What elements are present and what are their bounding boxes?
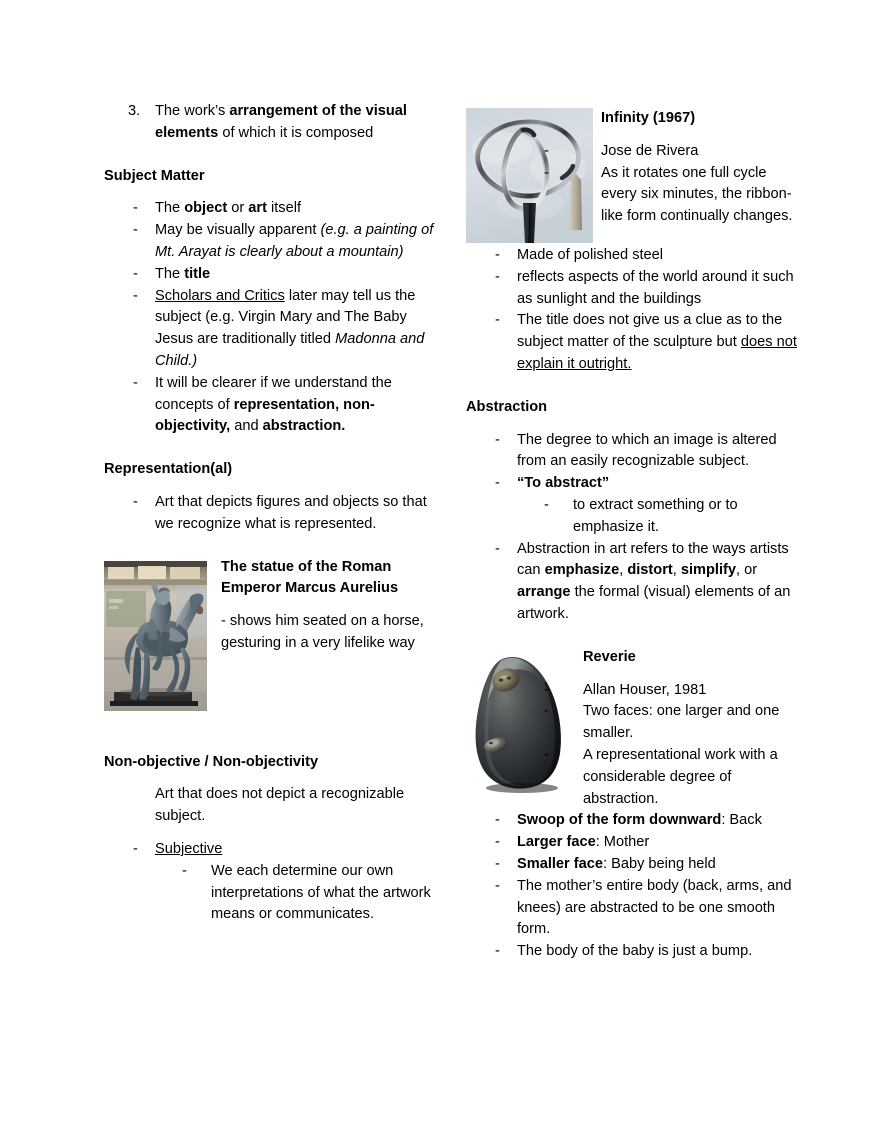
left-column — [104, 101, 444, 926]
list-item-text: Scholars and Critics later may tell us the subject (e.g. Virgin Mary and The Baby Jesus are traditionally titled Madonna and Child.) — [155, 287, 425, 369]
figure-marcus-aurelius — [104, 557, 444, 711]
figure-caption-title: The statue of the Roman Emperor Marcus Aurelius — [221, 558, 399, 597]
list-item — [104, 220, 444, 264]
right-column — [466, 108, 806, 963]
non-objective-lead-text: Art that does not depict a recognizable subject. — [155, 786, 405, 825]
list-item — [466, 832, 806, 854]
sub-list-item — [104, 861, 444, 926]
list-item-text: The mother’s entire body (back, arms, and knees) are abstracted to be one smooth form. — [517, 877, 792, 938]
bullet-dash: - — [495, 834, 500, 851]
spacer — [466, 626, 806, 647]
list-item-text: Smaller face: Baby being held — [517, 855, 716, 872]
spacer — [466, 419, 806, 430]
list-item-text: Art that depicts figures and objects so that we recognize what is represented. — [155, 493, 427, 532]
bullet-dash: - — [495, 855, 500, 872]
list-item — [466, 701, 806, 745]
bullet-dash: - — [495, 540, 500, 557]
bullet-dash: - — [133, 287, 138, 304]
bullet-dash: - — [544, 746, 549, 763]
list-item — [104, 264, 444, 286]
list-item — [466, 539, 806, 626]
list-item-text: May be visually apparent (e.g. a painting of Mt. Arayat is clearly about a mountain) — [155, 222, 434, 260]
list-item-text: Made of polished steel — [517, 247, 664, 263]
list-item — [104, 286, 444, 373]
list-marker: 3. — [128, 103, 141, 119]
bullet-dash: - — [182, 862, 187, 879]
list-item-text: The object or art itself — [155, 200, 301, 217]
sub-list-item — [466, 495, 806, 539]
bullet-dash: - — [133, 222, 138, 239]
list-item — [466, 810, 806, 832]
bullet-dash: - — [133, 840, 138, 857]
list-item — [466, 163, 806, 228]
bullet-dash: - — [544, 703, 549, 720]
list-item-text: reflects aspects of the world around it such as sunlight and the buildings — [517, 268, 794, 307]
numbered-item-3 — [104, 101, 444, 145]
figure-caption-title: Infinity (1967) — [601, 110, 696, 126]
numbered-item-text: The work’s arrangement of the visual elements of which it is composed — [155, 103, 407, 141]
spacer — [104, 187, 444, 198]
list-item — [466, 745, 806, 810]
list-item-text: The body of the baby is just a bump. — [517, 943, 753, 960]
spacer — [104, 438, 444, 459]
list-item — [466, 941, 806, 963]
figure-caption-body: - shows him seated on a horse, gesturing in a very lifelike way — [221, 613, 424, 651]
bullet-dash: - — [495, 475, 500, 492]
bullet-dash: - — [133, 374, 138, 391]
heading-abstraction: Abstraction — [466, 398, 548, 415]
sub-list-item-text: to extract something or to emphasize it. — [573, 496, 738, 535]
list-item — [466, 473, 806, 495]
list-item-text: The title — [155, 265, 211, 282]
list-item-text: Subjective — [155, 840, 223, 857]
spacer — [104, 773, 444, 784]
reverie-bullets — [466, 810, 806, 963]
list-item — [466, 267, 806, 311]
list-item-text: Jose de Rivera — [601, 142, 699, 159]
bullet-dash: - — [133, 493, 138, 510]
list-item-text: Swoop of the form downward: Back — [517, 812, 762, 829]
list-item — [466, 430, 806, 474]
figure-infinity — [466, 108, 806, 245]
list-item-text: Two faces: one larger and one smaller. — [583, 703, 780, 742]
bullet-dash: - — [495, 943, 500, 960]
infinity-bullets — [466, 245, 806, 376]
bullet-dash: - — [133, 200, 138, 217]
list-item-text: It will be clearer if we understand the concepts of representation, non-objectivity, and abstraction. — [155, 374, 392, 435]
figure-reverie — [466, 647, 806, 811]
list-item-text: Allan Houser, 1981 — [583, 681, 707, 698]
list-item-text: The title does not give us a clue as to the subject matter of the sculpture but does not explain it outright. — [517, 312, 797, 372]
list-item — [466, 680, 806, 702]
list-item — [466, 310, 806, 375]
list-item-text: The degree to which an image is altered from an easily recognizable subject. — [517, 431, 777, 470]
spacer — [466, 376, 806, 397]
spacer — [104, 145, 444, 166]
bullet-dash: - — [544, 496, 549, 513]
list-item — [104, 373, 444, 438]
list-item-text: Abstraction in art refers to the ways artists can emphasize, distort, simplify, or arrange the formal (visual) elements of an artwork. — [517, 540, 791, 622]
figure-caption-title: Reverie — [583, 648, 636, 665]
bullet-dash: - — [544, 681, 549, 698]
list-item-text: Larger face: Mother — [517, 834, 650, 851]
heading-non-objective: Non-objective / Non-objectivity — [104, 753, 319, 770]
bullet-dash: - — [495, 877, 500, 894]
subject-matter-bullets — [104, 198, 444, 438]
bullet-dash: - — [495, 268, 500, 285]
bullet-dash: - — [495, 431, 500, 448]
list-item-text: A representational work with a considerable degree of abstraction. — [583, 746, 778, 807]
list-item — [104, 492, 444, 536]
marcus-aurelius-statue-image — [104, 561, 207, 711]
bullet-dash: - — [495, 247, 500, 263]
bullet-dash: - — [133, 265, 138, 282]
bullet-dash: - — [544, 142, 549, 159]
sub-list-item-text: We each determine our own interpretations of what the artwork means or communicates. — [211, 862, 431, 923]
spacer — [104, 828, 444, 839]
spacer — [104, 481, 444, 492]
list-item — [466, 141, 806, 163]
list-item-text: As it rotates one full cycle every six minutes, the ribbon-like form continually changes. — [601, 164, 793, 225]
list-item — [466, 854, 806, 876]
list-item — [104, 839, 444, 861]
list-item-text: “To abstract” — [517, 475, 610, 492]
spacer — [104, 536, 444, 557]
bullet-dash: - — [495, 312, 500, 329]
spacer — [104, 711, 444, 741]
heading-representational: Representation(al) — [104, 461, 233, 478]
list-item — [104, 198, 444, 220]
bullet-dash: - — [544, 164, 549, 181]
bullet-dash: - — [495, 812, 500, 829]
heading-subject-matter: Subject Matter — [104, 167, 205, 184]
list-item — [466, 876, 806, 941]
spacer — [104, 741, 444, 752]
list-item — [466, 245, 806, 267]
